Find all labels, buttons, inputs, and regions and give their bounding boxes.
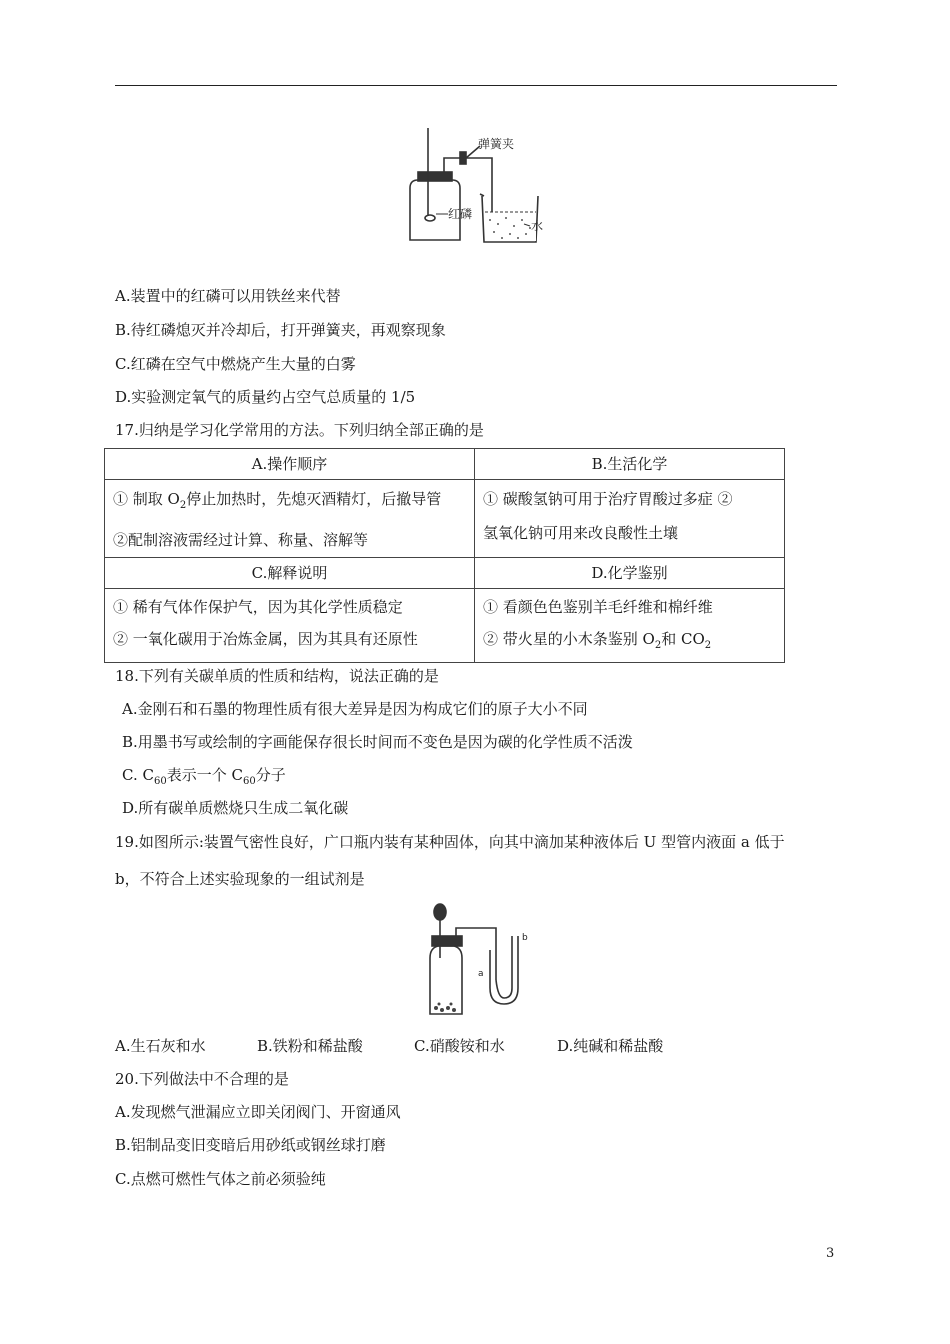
q18-option-d: D.所有碳单质燃烧只生成二氧化碳: [122, 799, 349, 817]
q17-a-head: A.操作顺序: [105, 449, 475, 480]
q17-b-head: B.生活化学: [475, 449, 785, 480]
q19-option-b: B.铁粉和稀盐酸: [257, 1037, 363, 1055]
header-rule: [115, 85, 837, 86]
q16-option-d: D.实验测定氧气的质量约占空气总质量的 1/5: [115, 388, 416, 406]
q18-option-a: A.金刚石和石墨的物理性质有很大差异是因为构成它们的原子大小不同: [122, 700, 588, 718]
q20-option-a: A.发现燃气泄漏应立即关闭阀门、开窗通风: [115, 1103, 401, 1121]
q20-stem: 20.下列做法中不合理的是: [115, 1070, 289, 1088]
q17-c-item-1: ① 稀有气体作保护气，因为其化学性质稳定: [113, 598, 403, 616]
phosphorus-apparatus-figure: [400, 128, 560, 248]
q17-b-item-1: ① 碳酸氢钠可用于治疗胃酸过多症 ②: [483, 490, 733, 508]
q17-d-item-2: ② 带火星的小木条鉴别 $O_2$和 $CO_2$: [483, 630, 712, 651]
q17-d-head: D.化学鉴别: [475, 558, 785, 589]
q19-stem-line-1: 19.如图所示:装置气密性良好，广口瓶内装有某种固体，向其中滴加某种液体后 U 型管内液面 a 低于: [115, 833, 785, 851]
page-number: 3: [826, 1246, 835, 1261]
q20-option-c: C.点燃可燃性气体之前必须验纯: [115, 1170, 326, 1188]
q17-c-head: C.解释说明: [105, 558, 475, 589]
label-clip: 弹簧夹: [478, 137, 515, 151]
u-tube-apparatus-figure: [418, 900, 538, 1020]
q16-option-c: C.红磷在空气中燃烧产生大量的白雾: [115, 355, 356, 373]
label-b: b: [522, 933, 528, 943]
q17-c-body: [105, 589, 475, 663]
q19-option-a: A.生石灰和水: [115, 1037, 206, 1055]
q16-option-a: A.装置中的红磷可以用铁丝来代替: [115, 287, 341, 305]
label-phosphorus: 红磷: [448, 207, 473, 221]
q17-stem: 17.归纳是学习化学常用的方法。下列归纳全部正确的是: [115, 421, 484, 439]
q18-option-b: B.用墨书写或绘制的字画能保存很长时间而不变色是因为碳的化学性质不活泼: [122, 733, 633, 751]
q17-b-body: [475, 480, 785, 558]
q19-stem-line-2: b，不符合上述实验现象的一组试剂是: [115, 870, 365, 888]
q17-a-item-2: ②配制溶液需经过计算、称量、溶解等: [113, 531, 369, 549]
q17-a-body: [105, 480, 475, 558]
q16-option-b: B.待红磷熄灭并冷却后，打开弹簧夹，再观察现象: [115, 321, 446, 339]
q17-a-item-1: ① 制取 $O_2$停止加热时，先熄灭酒精灯，后撤导管: [113, 490, 442, 511]
q17-c-item-2: ② 一氧化碳用于冶炼金属，因为其具有还原性: [113, 630, 418, 648]
q18-stem: 18.下列有关碳单质的性质和结构，说法正确的是: [115, 667, 439, 685]
q19-option-d: D.纯碱和稀盐酸: [557, 1037, 664, 1055]
q17-table: [104, 448, 785, 663]
label-water: 水: [531, 219, 544, 233]
q17-d-body: [475, 589, 785, 663]
q18-option-c: C. $C_{60}$表示一个 $C_{60}$分子: [122, 766, 286, 787]
label-a: a: [478, 969, 484, 979]
q20-option-b: B.铝制品变旧变暗后用砂纸或钢丝球打磨: [115, 1136, 386, 1154]
q17-b-item-2: 氢氧化钠可用来改良酸性土壤: [483, 524, 679, 542]
q17-d-item-1: ① 看颜色色鉴别羊毛纤维和棉纤维: [483, 598, 713, 616]
q19-option-c: C.硝酸铵和水: [414, 1037, 505, 1055]
